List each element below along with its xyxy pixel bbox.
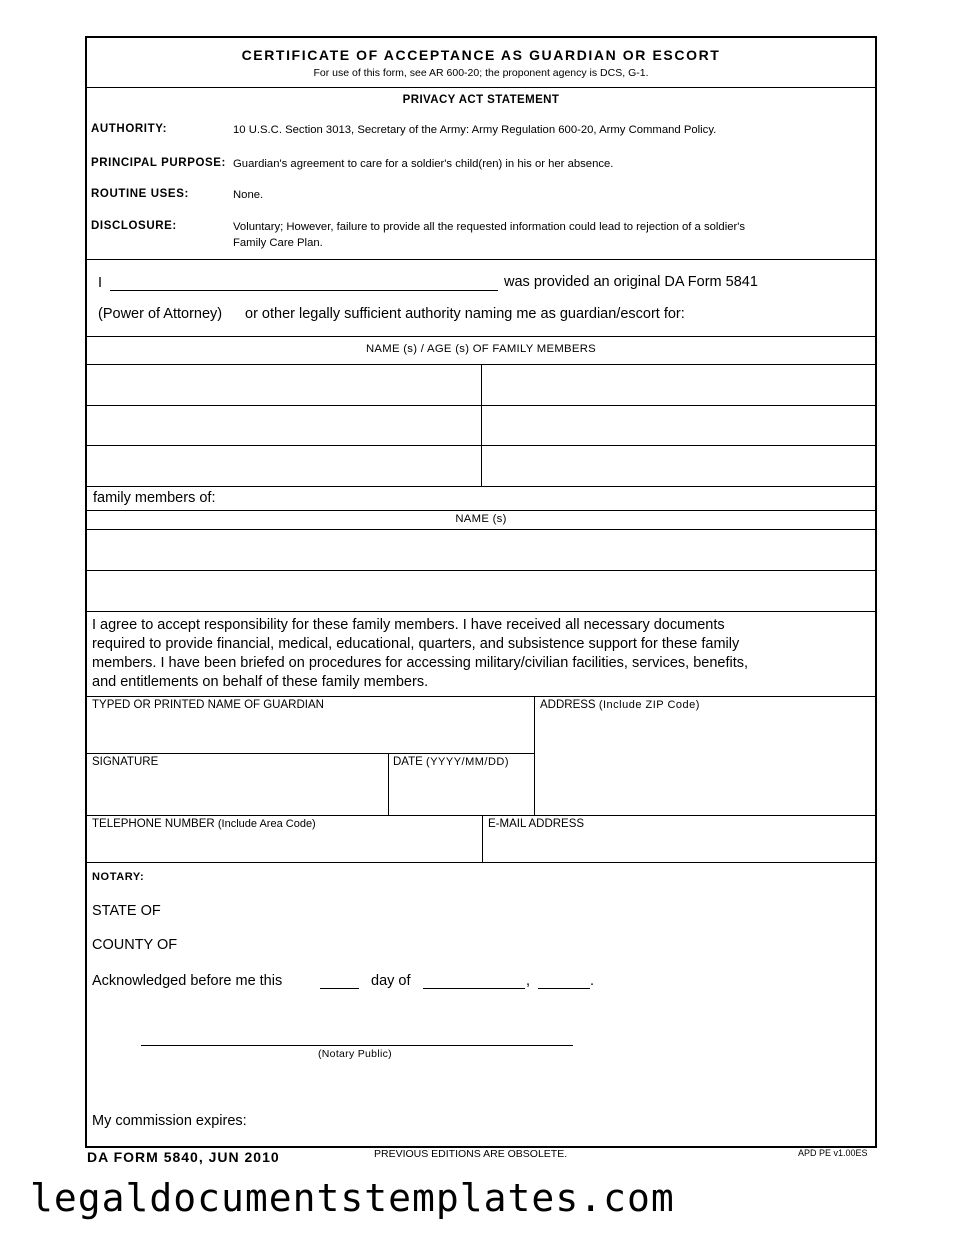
family-members-of-label: family members of:: [93, 490, 216, 506]
county-of-label: COUNTY OF: [92, 937, 178, 953]
privacy-heading: PRIVACY ACT STATEMENT: [402, 94, 560, 106]
divider: [87, 815, 875, 816]
agreement-line-4: and entitlements on behalf of these family members.: [92, 674, 429, 690]
statement-provided: was provided an original DA Form 5841: [504, 274, 758, 290]
year-field[interactable]: [538, 988, 590, 989]
column-divider: [388, 753, 389, 815]
state-of-label: STATE OF: [92, 903, 161, 919]
notary-label: NOTARY:: [92, 871, 145, 883]
signature-label: SIGNATURE: [92, 756, 159, 768]
column-divider: [534, 696, 535, 815]
email-label: E-MAIL ADDRESS: [488, 818, 585, 830]
divider: [87, 529, 875, 530]
day-field[interactable]: [320, 988, 359, 989]
divider: [87, 87, 875, 88]
purpose-text: Guardian's agreement to care for a soldier's child(ren) in his or her absence.: [233, 158, 614, 170]
family-members-header: NAME (s) / AGE (s) OF FAMILY MEMBERS: [365, 343, 597, 355]
period: .: [590, 973, 595, 989]
acknowledged-label: Acknowledged before me this: [92, 973, 283, 989]
authority-label: AUTHORITY:: [91, 123, 168, 135]
form-id: DA FORM 5840, JUN 2010: [87, 1149, 280, 1165]
divider: [87, 259, 875, 260]
version-label: APD PE v1.00ES: [798, 1148, 868, 1158]
form-title: CERTIFICATE OF ACCEPTANCE AS GUARDIAN OR ESCORT: [241, 47, 721, 63]
notary-signature-line[interactable]: [141, 1045, 573, 1046]
authority-text: 10 U.S.C. Section 3013, Secretary of the Army: Army Regulation 600-20, Army Command Policy.: [233, 124, 717, 136]
column-divider: [481, 364, 482, 486]
disclosure-line-2: Family Care Plan.: [233, 237, 323, 249]
agreement-line-3: members. I have been briefed on procedures for accessing military/civilian facilities, services, benefits,: [92, 655, 749, 671]
obsolete-notice: PREVIOUS EDITIONS ARE OBSOLETE.: [374, 1148, 568, 1160]
divider: [87, 696, 875, 697]
guardian-name-label: TYPED OR PRINTED NAME OF GUARDIAN: [92, 699, 324, 711]
divider: [87, 510, 875, 511]
agreement-line-1: I agree to accept responsibility for these family members. I have received all necessary documents: [92, 617, 725, 633]
names-header: NAME (s): [455, 513, 507, 525]
form-border: [85, 36, 877, 1148]
disclosure-label: DISCLOSURE:: [91, 220, 177, 232]
disclosure-line-1: Voluntary; However, failure to provide all the requested information could lead to rejection of a soldier's: [233, 221, 746, 233]
notary-public-label: (Notary Public): [318, 1048, 392, 1060]
telephone-label: TELEPHONE NUMBER (Include Area Code): [92, 818, 316, 830]
statement-authority: or other legally sufficient authority naming me as guardian/escort for:: [245, 306, 685, 322]
commission-label: My commission expires:: [92, 1113, 247, 1129]
day-of-label: day of: [371, 973, 411, 989]
statement-i: I: [98, 275, 103, 291]
purpose-label: PRINCIPAL PURPOSE:: [91, 157, 226, 169]
table-row: [87, 570, 875, 571]
address-label: ADDRESS (Include ZIP Code): [540, 699, 700, 711]
statement-poa: (Power of Attorney): [98, 306, 223, 322]
divider: [87, 336, 875, 337]
table-row: [87, 486, 875, 487]
divider: [87, 862, 875, 863]
table-row: [87, 611, 875, 612]
form-subtitle: For use of this form, see AR 600-20; the proponent agency is DCS, G-1.: [313, 67, 649, 79]
divider: [87, 753, 534, 754]
routine-uses-text: None.: [233, 189, 264, 201]
month-field[interactable]: [423, 988, 525, 989]
agreement-line-2: required to provide financial, medical, educational, quarters, and subsistence support for these family: [92, 636, 740, 652]
guardian-name-line[interactable]: [110, 290, 498, 291]
watermark: legaldocumentstemplates.com: [30, 1176, 675, 1220]
column-divider: [482, 815, 483, 862]
date-label: DATE (YYYY/MM/DD): [393, 756, 510, 768]
routine-uses-label: ROUTINE USES:: [91, 188, 189, 200]
comma: ,: [526, 973, 531, 989]
